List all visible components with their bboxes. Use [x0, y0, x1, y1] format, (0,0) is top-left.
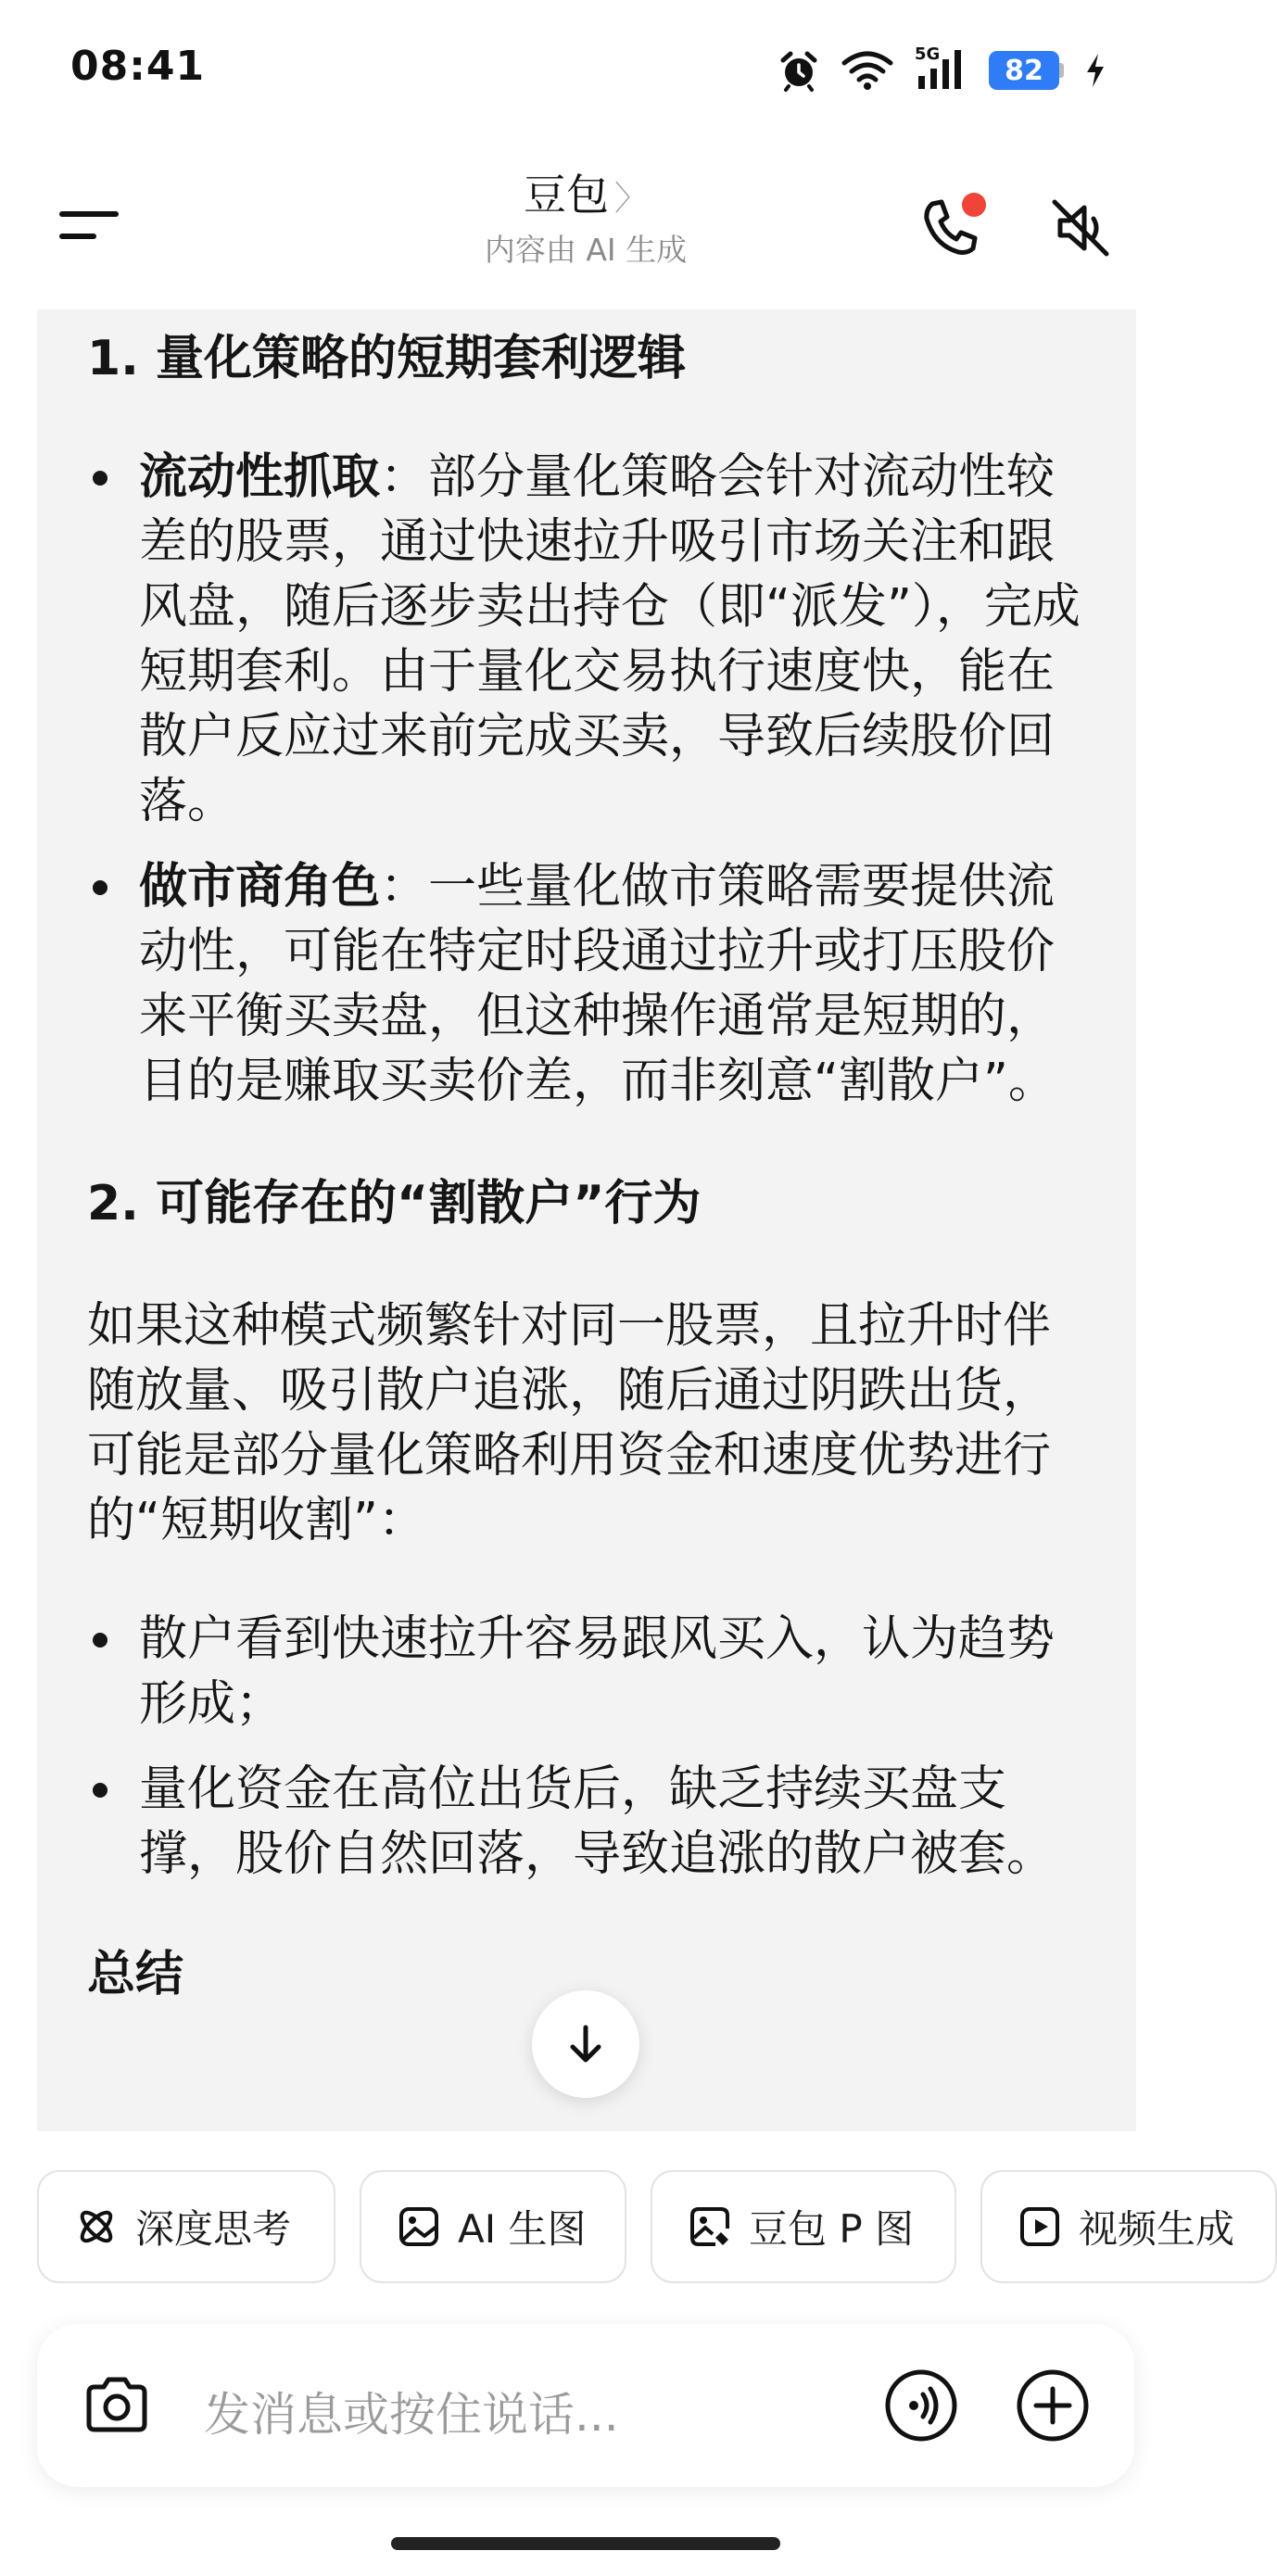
bullet-list-2	[87, 1607, 1088, 1887]
chip-photo-edit[interactable]	[651, 2170, 956, 2283]
signal-icon	[915, 44, 968, 93]
message-input-bar	[37, 2324, 1134, 2487]
ai-generated-notice: 内容由 AI 生成	[484, 232, 688, 268]
list-item: 散户看到快速拉升容易跟风买入，认为趋势形成；	[87, 1607, 1088, 1736]
bullet-list-1	[87, 445, 1088, 1114]
bullet-text: ：部分量化策略会针对流动性较差的股票，通过快速拉升吸引市场关注和跟风盘，随后逐步卖出持仓（即“派发”），完成短期套利。由于量化交易执行速度快，能在散户反应过来前完成买卖，导致后续股价回落。	[139, 449, 1081, 829]
wifi-icon	[841, 50, 894, 91]
speaker-muted-icon[interactable]	[1042, 189, 1119, 267]
chat-title[interactable]	[0, 167, 1171, 273]
bullet-term: 做市商角色	[139, 859, 381, 915]
chip-label: 深度思考	[135, 2206, 292, 2252]
message-input[interactable]: 发消息或按住说话...	[204, 2388, 619, 2442]
phone-call-button[interactable]	[912, 187, 990, 265]
message-content	[37, 309, 1136, 2131]
atom-icon	[74, 2204, 119, 2249]
chip-ai-image[interactable]	[360, 2170, 626, 2283]
battery-level: 82	[989, 51, 1059, 90]
camera-icon[interactable]	[80, 2368, 154, 2443]
arrow-down-icon	[563, 2022, 608, 2066]
chip-label: 视频生成	[1079, 2206, 1235, 2252]
section-heading-2: 2. 可能存在的“割散户”行为	[87, 1176, 702, 1231]
network-type: 5G	[915, 44, 941, 64]
chip-video[interactable]	[980, 2170, 1277, 2283]
list-item: 量化资金在高位出货后，缺乏持续买盘支撑，股价自然回落，导致追涨的散户被套。	[87, 1757, 1088, 1887]
alarm-icon	[778, 49, 820, 92]
add-icon[interactable]	[1014, 2367, 1092, 2444]
chip-label: 豆包 P 图	[749, 2206, 915, 2252]
video-icon	[1018, 2204, 1062, 2249]
status-time: 08:41	[70, 43, 206, 90]
feature-chips	[37, 2170, 1235, 2283]
charging-icon	[1084, 52, 1106, 89]
bullet-term: 流动性抓取	[139, 449, 381, 505]
battery-icon	[989, 51, 1064, 90]
image-icon	[397, 2204, 441, 2249]
chip-deep-think[interactable]	[37, 2170, 335, 2283]
notification-dot	[962, 193, 986, 217]
summary-heading: 总结	[87, 1947, 184, 2002]
voice-input-icon[interactable]	[882, 2367, 960, 2444]
scroll-to-bottom-button[interactable]	[532, 1990, 639, 2098]
paragraph: 如果这种模式频繁针对同一股票，且拉升时伴随放量、吸引散户追涨，随后通过阴跌出货，可能是部分量化策略利用资金和速度优势进行的“短期收割”：	[87, 1298, 1052, 1548]
section-heading-1: 1. 量化策略的短期套利逻辑	[87, 331, 687, 386]
bullet-text: ：一些量化做市策略需要提供流动性，可能在特定时段通过拉升或打压股价来平衡买卖盘，但这种操作通常是短期的，目的是赚取买卖价差，而非刻意“割散户”。	[139, 859, 1056, 1109]
chat-header	[0, 158, 1171, 297]
chevron-right-icon: 〉	[613, 180, 648, 218]
status-icons	[778, 43, 1106, 98]
bot-name: 豆包	[523, 170, 609, 220]
list-item	[87, 445, 1088, 834]
home-indicator[interactable]	[391, 2537, 780, 2550]
photo-edit-icon	[688, 2204, 732, 2249]
list-item	[87, 854, 1088, 1114]
status-bar	[0, 0, 1171, 139]
chip-label: AI 生图	[458, 2206, 587, 2252]
